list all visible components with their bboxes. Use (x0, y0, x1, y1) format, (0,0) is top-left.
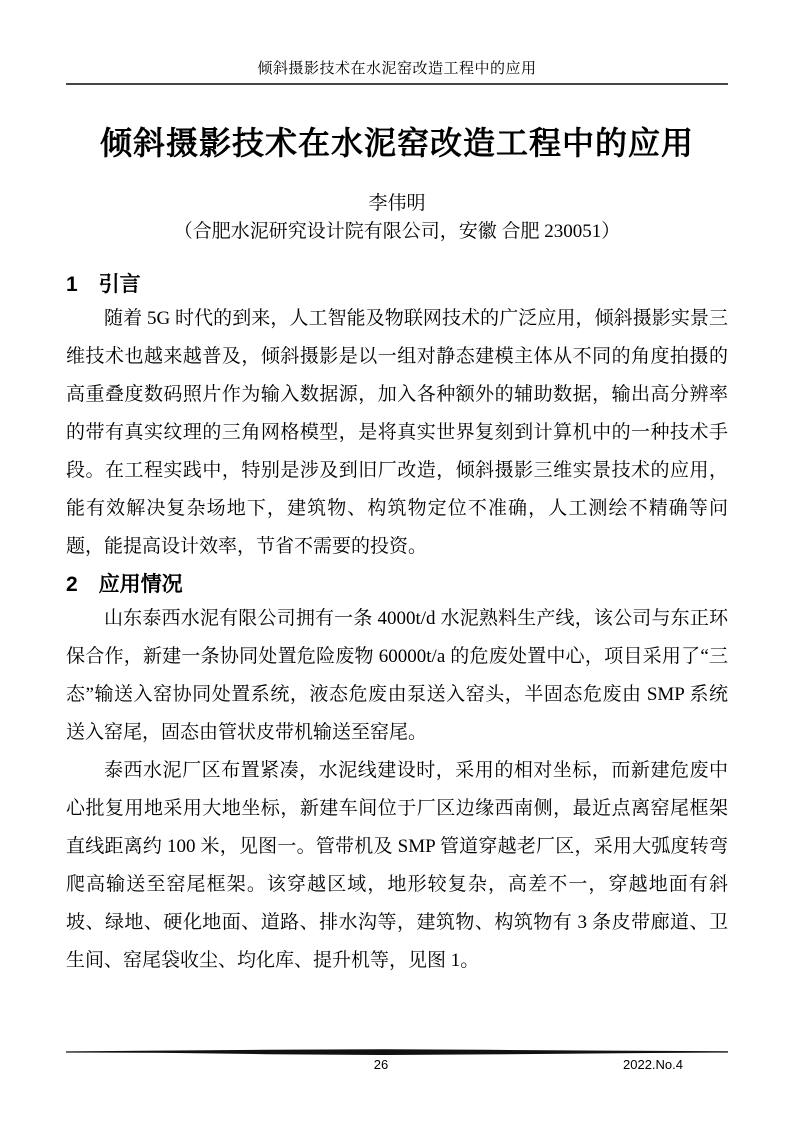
article-title: 倾斜摄影技术在水泥窑改造工程中的应用 (99, 125, 694, 161)
paragraph-application-2: 泰西水泥厂区布置紧凑，水泥线建设时，采用的相对坐标，而新建危废中心批复用地采用大地坐标，新建车间位于厂区边缘西南侧，最近点离窑尾框架直线距离约 100 米，见图一。管带机及 SMP 管道穿越老厂区，采用大弧度转弯爬高输送至窑尾框架。该穿越区域，地形较复杂，高差不一，穿越地面有斜坡、绿地、硬化地面、道路、排水沟等，建筑物、构筑物有 3 条皮带廊道、卫生间、窑尾袋收尘、均化库、提升机等，见图 1。 (66, 760, 728, 971)
running-header (66, 59, 728, 85)
author-affiliation: （合肥水泥研究设计院有限公司，安徽 合肥 230051） (173, 221, 621, 242)
paragraph-application-1: 山东泰西水泥有限公司拥有一条 4000t/d 水泥熟料生产线，该公司与东正环保合作，新建一条协同处置危险废物 60000t/a 的危废处置中心，项目采用了“三态”输送入窑协同处置系统，液态危废由泵送入窑头，半固态危废由 SMP 系统送入窑尾，固态由管状皮带机输送至窑尾。 (66, 608, 728, 743)
section-heading-introduction: 1 引言 (66, 273, 141, 296)
footer-decorative-rule (66, 1048, 728, 1057)
footer-page-number: 26 (373, 1057, 389, 1072)
footer-text-row (66, 1057, 728, 1075)
author-name: 李伟明 (368, 193, 426, 214)
page-footer (66, 1048, 728, 1075)
paragraph-introduction: 随着 5G 时代的到来，人工智能及物联网技术的广泛应用，倾斜摄影实景三维技术也越来越普及，倾斜摄影是以一组对静态建模主体从不同的角度拍摄的高重叠度数码照片作为输入数据源，加入各种额外的辅助数据，输出高分辨率的带有真实纹理的三角网格模型，是将真实世界复刻到计算机中的一种技术手段。在工程实践中，特别是涉及到旧厂改造，倾斜摄影三维实景技术的应用，能有效解决复杂场地下，建筑物、构筑物定位不准确，人工测绘不精确等问题，能提高设计效率，节省不需要的投资。 (66, 308, 728, 557)
running-header-title: 倾斜摄影技术在水泥窑改造工程中的应用 (257, 61, 537, 77)
section-heading-application: 2 应用情况 (66, 573, 183, 596)
article-content (66, 120, 728, 980)
footer-issue-label: 2022.No.4 (623, 1057, 683, 1072)
